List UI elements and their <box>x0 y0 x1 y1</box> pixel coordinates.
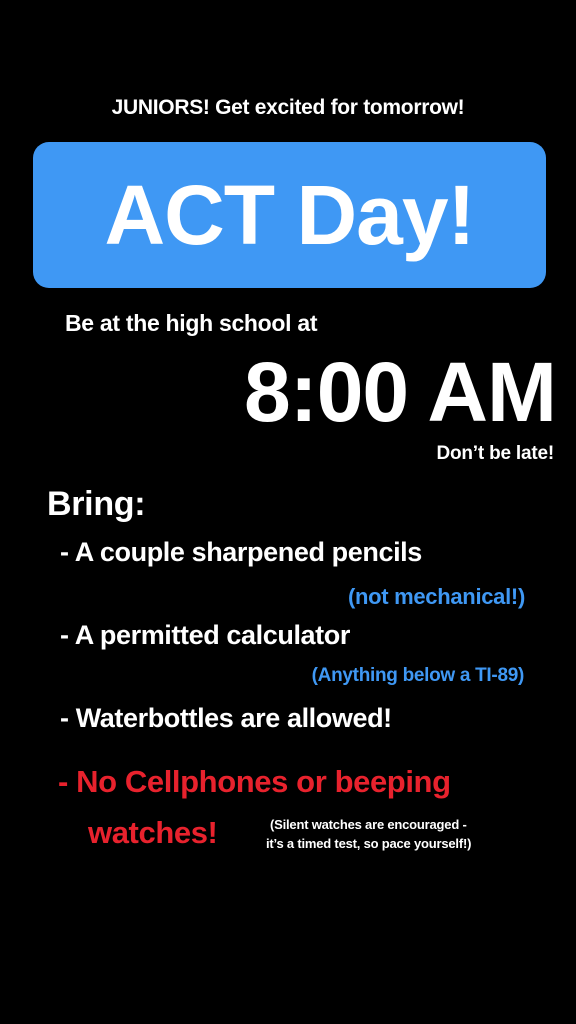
late-warning-text: Don’t be late! <box>436 443 554 464</box>
arrival-time: 8:00 AM <box>244 345 556 439</box>
title-banner <box>33 142 546 288</box>
announcement-text: JUNIORS! Get excited for tomorrow! <box>111 96 465 119</box>
list-item-no-cellphones-line2: watches! <box>88 815 218 850</box>
list-note-pencils: (not mechanical!) <box>347 584 525 609</box>
arrival-intro-text: Be at the high school at <box>65 310 318 336</box>
page-title: ACT Day! <box>104 168 475 262</box>
list-item-no-cellphones: - No Cellphones or beeping <box>58 764 451 799</box>
list-note-calculator: (Anything below a TI-89) <box>311 665 524 686</box>
list-note-watches-line1: (Silent watches are encouraged - <box>270 817 467 832</box>
list-note-watches-line2: it’s a timed test, so pace yourself!) <box>266 836 472 851</box>
list-item-calculator: - A permitted calculator <box>60 620 350 650</box>
list-item-waterbottles: - Waterbottles are allowed! <box>60 703 392 733</box>
bring-heading: Bring: <box>47 485 146 523</box>
list-item-pencils: - A couple sharpened pencils <box>60 537 422 567</box>
